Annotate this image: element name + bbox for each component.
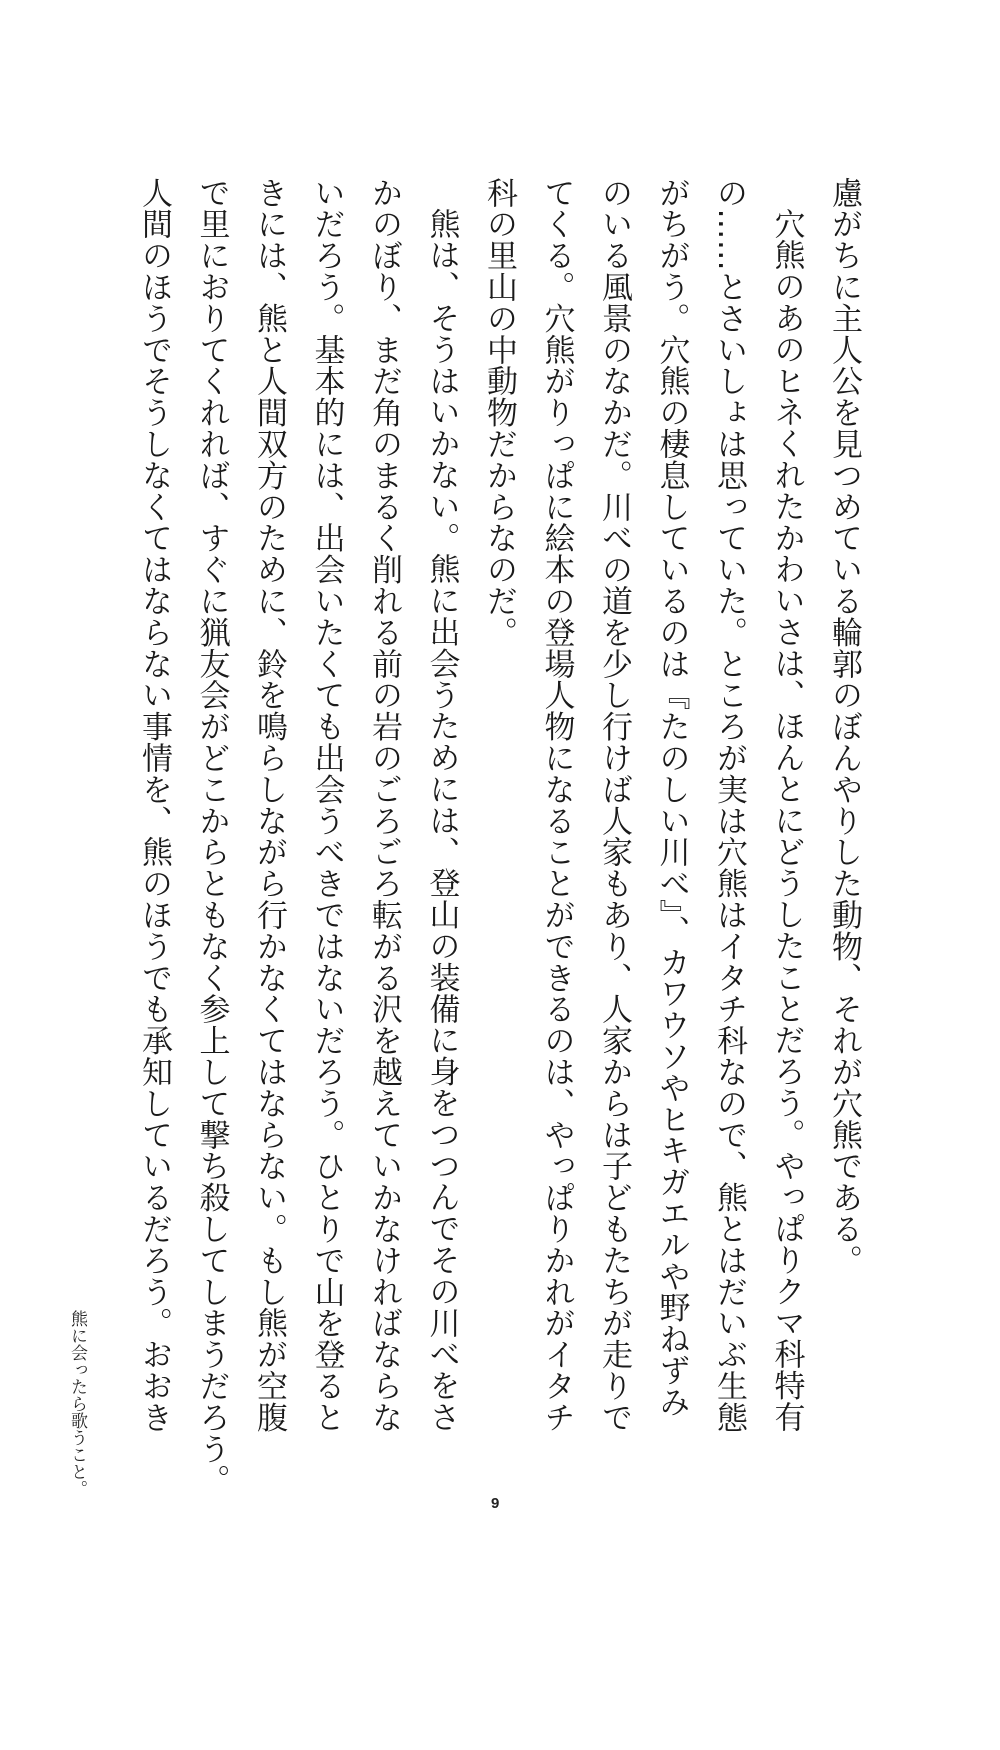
text-line: かのぼり、まだ角のまるく削れる前の岩のごろごろ転がる沢を越えていかなければならな xyxy=(366,177,402,1433)
running-head: 熊に会ったら歌うこと。 xyxy=(67,1310,87,1497)
body-text xyxy=(125,177,873,1496)
text-line: 慮がちに主人公を見つめている輪郭のぼんやりした動物、それが穴熊である。 xyxy=(826,177,862,1276)
text-line: 熊は、そうはいかない。熊に出会うためには、登山の装備に身をつつんでその川べをさ xyxy=(423,208,460,1433)
text-line: 穴熊のあのヒネくれたかわいさは、ほんとにどうしたことだろう。やっぱりクマ科特有 xyxy=(768,208,805,1433)
text-line: 科の里山の中動物だからなのだ。 xyxy=(481,177,517,648)
text-line: 人間のほうでそうしなくてはならない事情を、熊のほうでも承知しているだろう。おおき xyxy=(136,177,172,1433)
text-line: てくる。穴熊がりっぱに絵本の登場人物になることができるのは、やっぱりかれがイタチ xyxy=(538,177,575,1433)
page-number: 9 xyxy=(491,1495,500,1512)
text-line: の……とさいしょは思っていた。ところが実は穴熊はイタチ科なので、熊とはだいぶ生態 xyxy=(711,177,747,1433)
text-line: で里におりてくれれば、すぐに猟友会がどこからともなく参上して撃ち殺してしまうだろう。 xyxy=(193,177,230,1496)
text-line: のいる風景のなかだ。川べの道を少し行けば人家もあり、人家からは子どもたちが走りで xyxy=(596,177,632,1433)
text-line: いだろう。基本的には、出会いたくても出会うべきではないだろう。ひとりで山を登ると xyxy=(308,177,345,1433)
text-line: きには、熊と人間双方のために、鈴を鳴らしながら行かなくてはならない。もし熊が空腹 xyxy=(251,177,287,1433)
text-line: がちがう。穴熊の棲息しているのは『たのしい川べ』、カワウソやヒキガエルや野ねずみ xyxy=(653,177,690,1418)
